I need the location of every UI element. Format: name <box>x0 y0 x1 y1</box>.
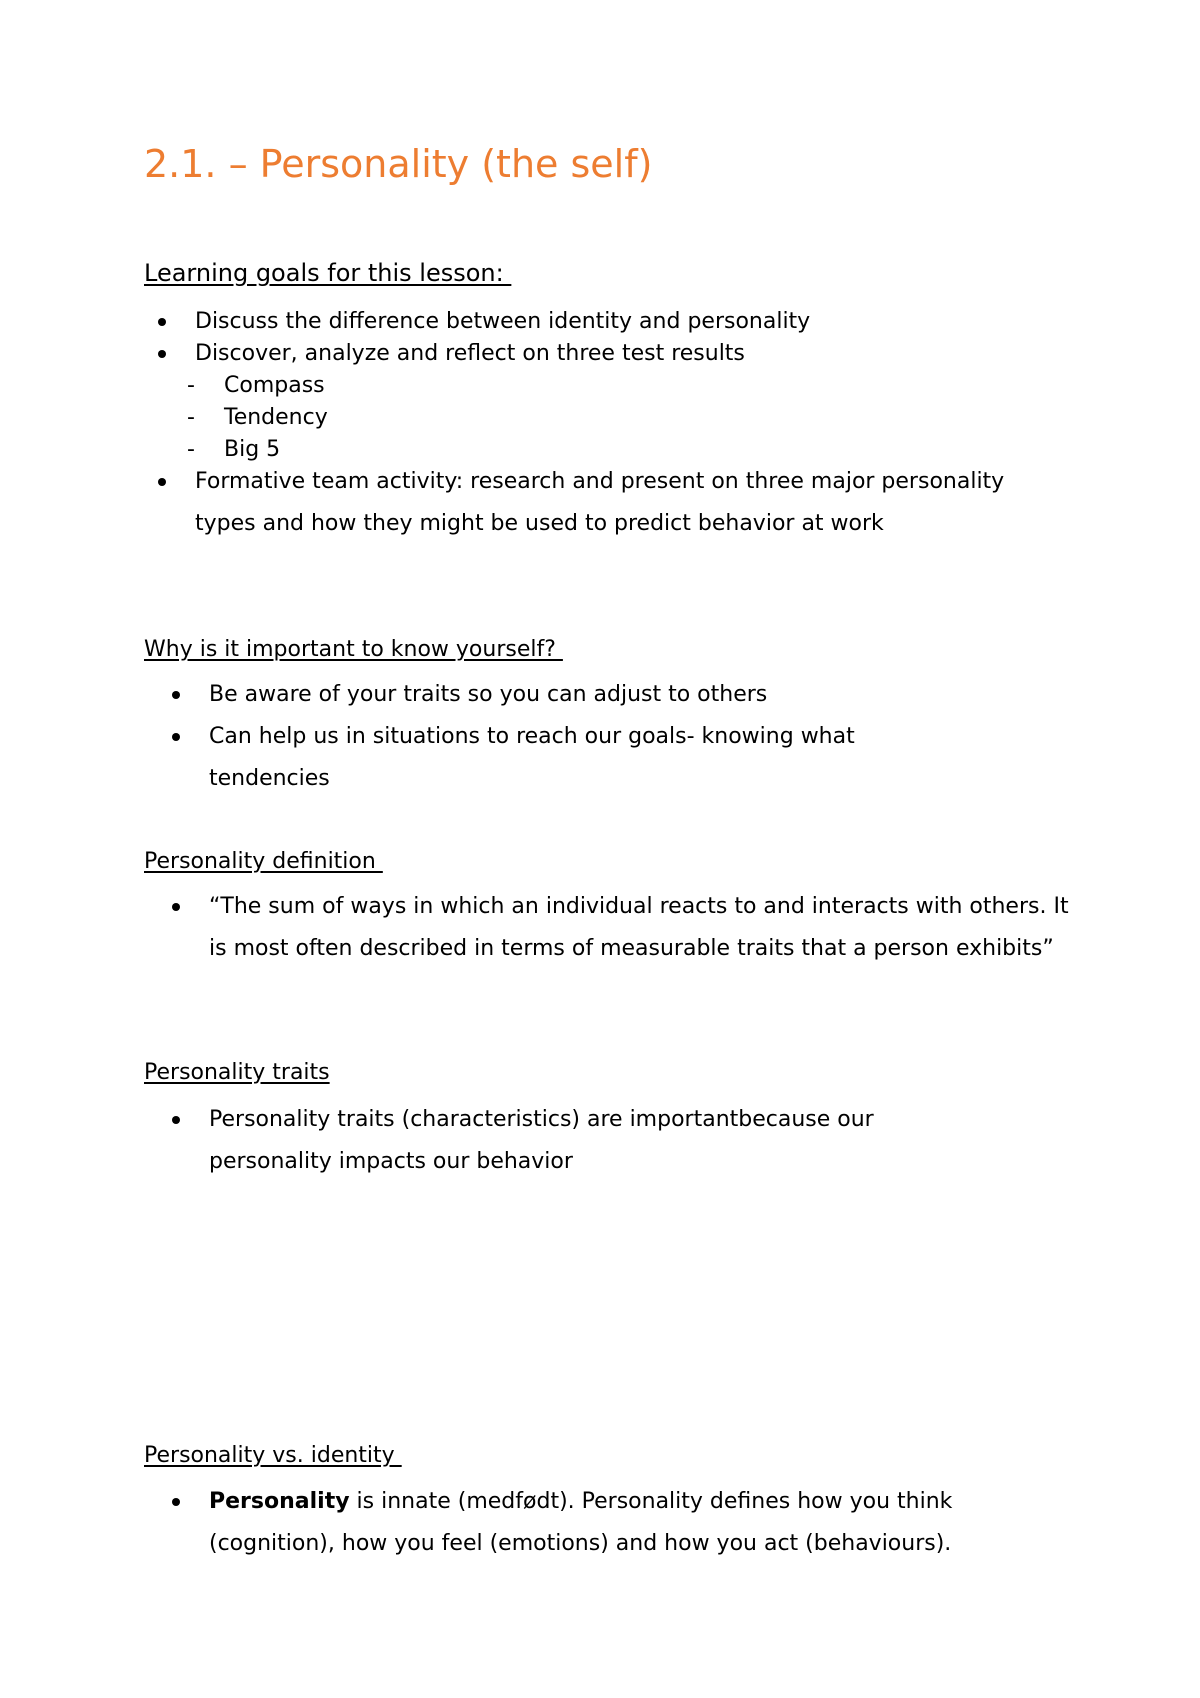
list-item-text: Discuss the difference between identity and personality <box>195 309 811 334</box>
list-item <box>195 461 1075 545</box>
bullet-icon <box>158 478 166 486</box>
why-know-list <box>209 674 1009 800</box>
bullet-icon <box>172 1116 180 1124</box>
quote-text: “The sum of ways in which an individual reacts to and interacts with others. It is most often described in terms of measurable traits that a person exhibits” <box>209 894 1069 961</box>
list-item <box>209 1481 1059 1565</box>
page-title: 2.1. – Personality (the self) <box>144 142 653 186</box>
dash-icon: - <box>187 437 195 462</box>
definition-heading: Personality definition <box>144 849 383 874</box>
list-item-text <box>209 1481 1049 1565</box>
list-item-text: Discover, analyze and reflect on three test results <box>195 341 745 366</box>
bold-term: Personality <box>209 1489 350 1514</box>
bullet-icon <box>158 350 166 358</box>
traits-heading: Personality traits <box>144 1060 330 1085</box>
list-item-text: Personality traits (characteristics) are importantbecause our personality impacts our behavior <box>209 1107 874 1174</box>
learning-goals-list <box>187 306 1075 545</box>
bullet-icon <box>158 318 166 326</box>
why-know-heading: Why is it important to know yourself? <box>144 637 563 662</box>
list-sub-item-text: Compass <box>224 373 325 398</box>
definition-list <box>209 886 1089 970</box>
list-item <box>195 338 1075 370</box>
bullet-icon <box>172 691 180 699</box>
list-sub-item-text: Tendency <box>224 405 328 430</box>
list-item-text: Be aware of your traits so you can adjust to others <box>209 682 768 707</box>
dash-icon: - <box>187 373 195 398</box>
list-item-text: Can help us in situations to reach our goals- knowing what tendencies <box>209 724 855 791</box>
learning-goals-heading: Learning goals for this lesson: <box>144 259 512 287</box>
list-item <box>195 306 1075 338</box>
list-sub-item <box>187 402 1075 434</box>
list-item <box>209 1099 1009 1183</box>
bullet-icon <box>172 1498 180 1506</box>
list-item <box>209 886 1089 970</box>
dash-icon: - <box>187 405 195 430</box>
bullet-icon <box>172 733 180 741</box>
list-item <box>209 716 1009 800</box>
list-sub-item <box>187 370 1075 402</box>
vs-identity-list <box>209 1481 1059 1565</box>
traits-list <box>209 1099 1009 1183</box>
list-item-text: Formative team activity: research and present on three major personality types and how they might be used to predict behavior at work <box>195 469 1005 536</box>
list-sub-item-text: Big 5 <box>224 437 281 462</box>
vs-identity-heading: Personality vs. identity <box>144 1443 402 1468</box>
bullet-icon <box>172 903 180 911</box>
list-item <box>209 674 1009 716</box>
list-item-rest: is innate (medfødt). Personality defines how you think (cognition), how you feel (emotions) and how you act (behaviours). <box>209 1489 953 1556</box>
